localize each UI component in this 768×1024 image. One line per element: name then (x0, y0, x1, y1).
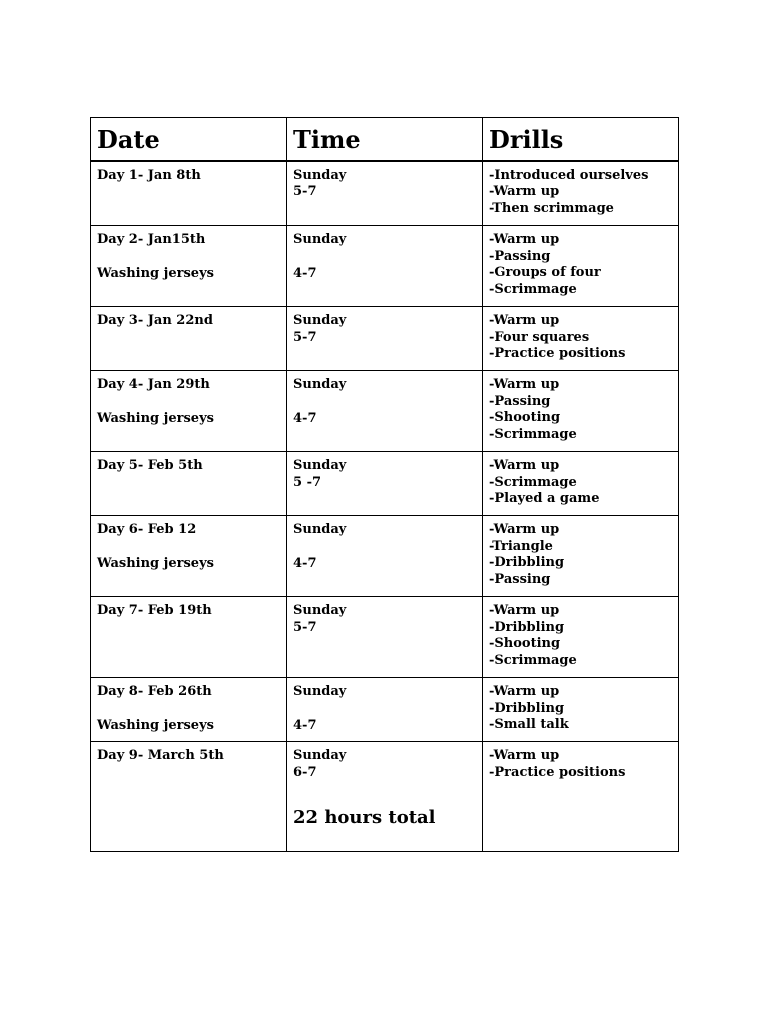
day-label: Sunday (293, 522, 347, 537)
hours-label: 5 -7 (293, 474, 322, 490)
table-row (91, 307, 679, 371)
drill-item: -Shooting (489, 636, 561, 652)
date-label: Day 5- Feb 5th (97, 458, 203, 473)
note-label: Washing jerseys (97, 717, 214, 733)
drill-item: -Warm up (489, 232, 560, 247)
time-cell (287, 742, 483, 852)
total-hours: 22 hours total (293, 807, 436, 829)
day-label: Sunday (293, 167, 347, 183)
drills-cell (483, 371, 679, 452)
date-cell (91, 597, 287, 678)
day-label: Sunday (293, 377, 347, 392)
table-row (91, 452, 679, 516)
drill-item: -Played a game (489, 491, 600, 507)
drills-cell (483, 452, 679, 516)
note-label: Washing jerseys (97, 555, 214, 571)
time-cell (287, 226, 483, 307)
date-cell (91, 742, 287, 852)
note-label: Washing jerseys (97, 410, 214, 426)
day-label: Sunday (293, 313, 347, 328)
table-row (91, 678, 679, 742)
time-cell (287, 597, 483, 678)
table-row (91, 516, 679, 597)
drill-item: -Triangle (489, 538, 553, 554)
table-row (91, 597, 679, 678)
time-cell (287, 307, 483, 371)
drill-item: -Scrimmage (489, 474, 577, 490)
drill-item: -Dribbling (489, 555, 565, 571)
date-label: Day 4- Jan 29th (97, 377, 210, 392)
day-label: Sunday (293, 684, 347, 699)
time-cell (287, 452, 483, 516)
drills-cell (483, 307, 679, 371)
time-cell (287, 516, 483, 597)
drill-item: -Warm up (489, 748, 560, 763)
hours-label: 5-7 (293, 329, 317, 345)
drill-item: -Passing (489, 248, 551, 264)
practice-schedule-table (90, 117, 679, 852)
drill-item: -Warm up (489, 184, 560, 200)
drills-cell (483, 678, 679, 742)
hours-label: 4-7 (293, 555, 317, 571)
table-row (91, 742, 679, 852)
day-label: Sunday (293, 232, 347, 247)
drill-item: -Groups of four (489, 265, 601, 281)
date-cell (91, 452, 287, 516)
day-label: Sunday (293, 603, 347, 618)
drills-cell (483, 742, 679, 852)
drills-cell (483, 597, 679, 678)
drills-cell (483, 516, 679, 597)
date-label: Day 1- Jan 8th (97, 167, 201, 183)
date-cell (91, 678, 287, 742)
hours-label: 5-7 (293, 184, 317, 200)
drill-item: -Introduced ourselves (489, 167, 649, 183)
date-cell (91, 371, 287, 452)
drill-item: -Shooting (489, 410, 561, 426)
header-time: Time (287, 118, 483, 161)
table-row (91, 371, 679, 452)
header-row (91, 118, 679, 161)
note-label: Washing jerseys (97, 265, 214, 281)
date-label: Day 3- Jan 22nd (97, 313, 213, 328)
time-cell (287, 161, 483, 226)
drill-item: -Passing (489, 393, 551, 409)
date-cell (91, 226, 287, 307)
date-label: Day 9- March 5th (97, 748, 224, 763)
drill-item: -Warm up (489, 313, 560, 328)
hours-label: 4-7 (293, 265, 317, 281)
time-cell (287, 371, 483, 452)
date-label: Day 2- Jan15th (97, 232, 206, 247)
date-label: Day 6- Feb 12 (97, 522, 197, 537)
header-date: Date (91, 118, 287, 161)
drills-cell (483, 161, 679, 226)
drill-item: -Dribbling (489, 700, 565, 716)
drill-item: -Scrimmage (489, 281, 577, 297)
drill-item: -Warm up (489, 377, 560, 392)
table-row (91, 161, 679, 226)
hours-label: 4-7 (293, 717, 317, 733)
day-label: Sunday (293, 458, 347, 473)
hours-label: 4-7 (293, 410, 317, 426)
drill-item: -Practice positions (489, 346, 626, 362)
date-cell (91, 307, 287, 371)
hours-label: 5-7 (293, 619, 317, 635)
drill-item: -Passing (489, 571, 551, 587)
drill-item: -Scrimmage (489, 652, 577, 668)
drill-item: -Then scrimmage (489, 200, 614, 216)
drill-item: -Dribbling (489, 619, 565, 635)
drill-item: -Scrimmage (489, 426, 577, 442)
drill-item: -Small talk (489, 717, 569, 733)
table-row (91, 226, 679, 307)
drills-cell (483, 226, 679, 307)
hours-label: 6-7 (293, 764, 317, 780)
drill-item: -Warm up (489, 603, 560, 618)
drill-item: -Practice positions (489, 764, 626, 780)
date-cell (91, 516, 287, 597)
header-drills: Drills (483, 118, 679, 161)
drill-item: -Four squares (489, 329, 590, 345)
drill-item: -Warm up (489, 522, 560, 537)
drill-item: -Warm up (489, 458, 560, 473)
date-cell (91, 161, 287, 226)
time-cell (287, 678, 483, 742)
schedule-body (91, 161, 679, 852)
drill-item: -Warm up (489, 684, 560, 699)
date-label: Day 8- Feb 26th (97, 684, 212, 699)
date-label: Day 7- Feb 19th (97, 603, 212, 618)
day-label: Sunday (293, 748, 347, 763)
